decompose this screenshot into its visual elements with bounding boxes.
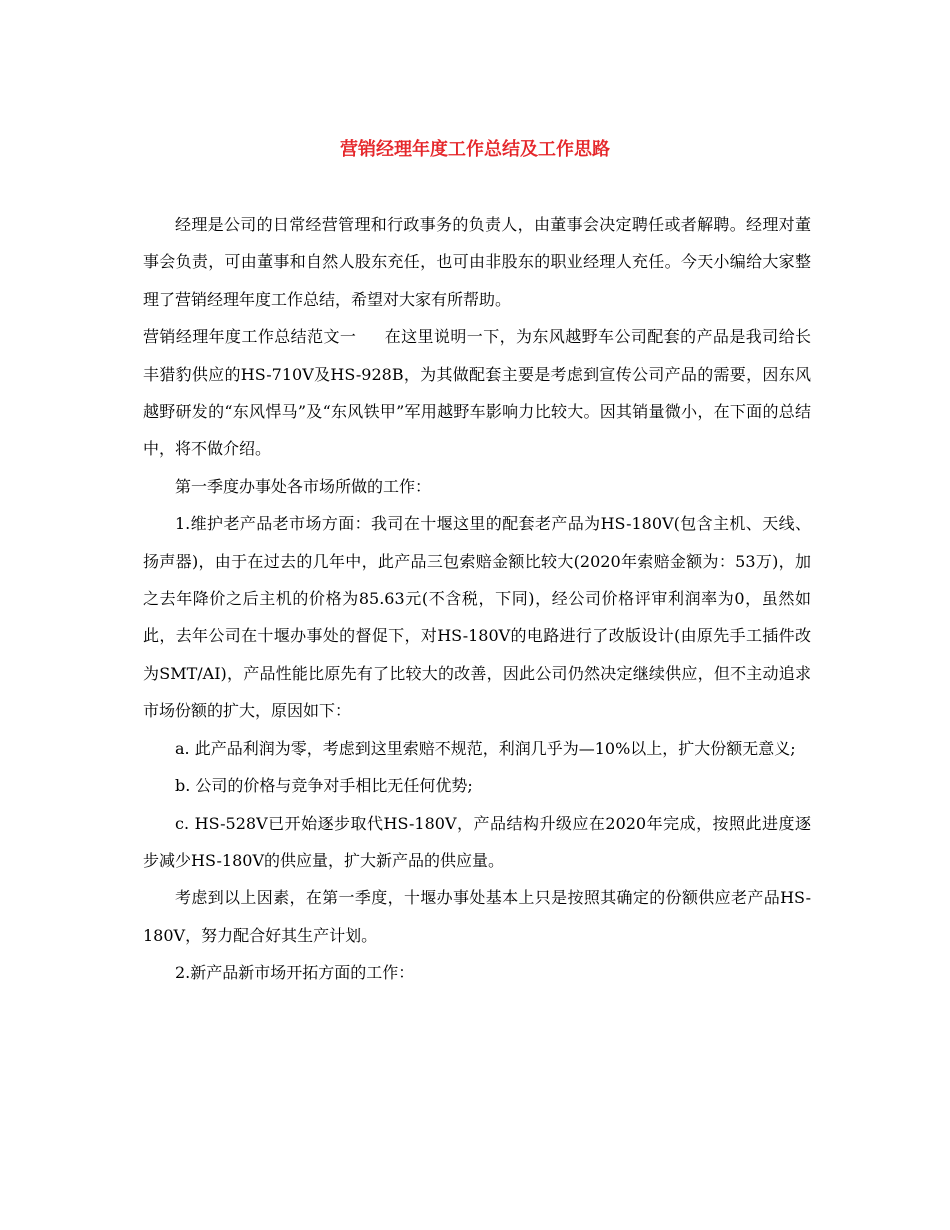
- paragraph-old-product: 1.维护老产品老市场方面：我司在十堰这里的配套老产品为HS-180V(包含主机、天线、扬声器)，由于在过去的几年中，此产品三包索赔金额比较大(2020年索赔金额为：53万)，加之去年降价之后主机的价格为85.63元(不含税，下同)，经公司价格评审利润率为0，虽然如此，去年公司在十堰办事处的督促下，对HS-180V的电路进行了改版设计(由原先手工插件改为SMT/AI)，产品性能比原先有了比较大的改善，因此公司仍然决定继续供应，但不主动追求市场份额的扩大，原因如下：: [143, 514, 811, 721]
- paragraph-reason-b: b. 公司的价格与竞争对手相比无任何优势;: [175, 776, 473, 796]
- document-body: [143, 206, 811, 992]
- sample-text: 在这里说明一下，为东风越野车公司配套的产品是我司给长丰猎豹供应的HS-710V及HS-928B，为其做配套主要是考虑到宣传公司产品的需要，因东风越野研发的“东风悍马”及“东风铁甲”军用越野车影响力比较大。因其销量微小，在下面的总结中，将不做介绍。: [143, 327, 811, 459]
- sample-heading: 营销经理年度工作总结范文一: [143, 327, 357, 347]
- document-title: 营销经理年度工作总结及工作思路: [340, 139, 610, 160]
- intro-text: 经理是公司的日常经营管理和行政事务的负责人，由董事会决定聘任或者解聘。经理对董事会负责，可由董事和自然人股东充任，也可由非股东的职业经理人充任。今天小编给大家整理了营销经理年度工作总结，希望对大家有所帮助。: [143, 215, 811, 309]
- paragraph-reason-a: a. 此产品利润为零，考虑到这里索赔不规范，利润几乎为—10%以上，扩大份额无意义;: [175, 738, 796, 758]
- intro-paragraph: [143, 206, 811, 468]
- paragraph-consideration: 考虑到以上因素，在第一季度，十堰办事处基本上只是按照其确定的份额供应老产品HS-180V，努力配合好其生产计划。: [143, 888, 811, 945]
- paragraph-new-product: 2.新产品新市场开拓方面的工作：: [175, 963, 415, 983]
- paragraph-q1-work: 第一季度办事处各市场所做的工作：: [175, 476, 432, 496]
- paragraph-reason-c: c. HS-528V已开始逐步取代HS-180V，产品结构升级应在2020年完成，按照此进度逐步减少HS-180V的供应量，扩大新产品的供应量。: [143, 813, 811, 870]
